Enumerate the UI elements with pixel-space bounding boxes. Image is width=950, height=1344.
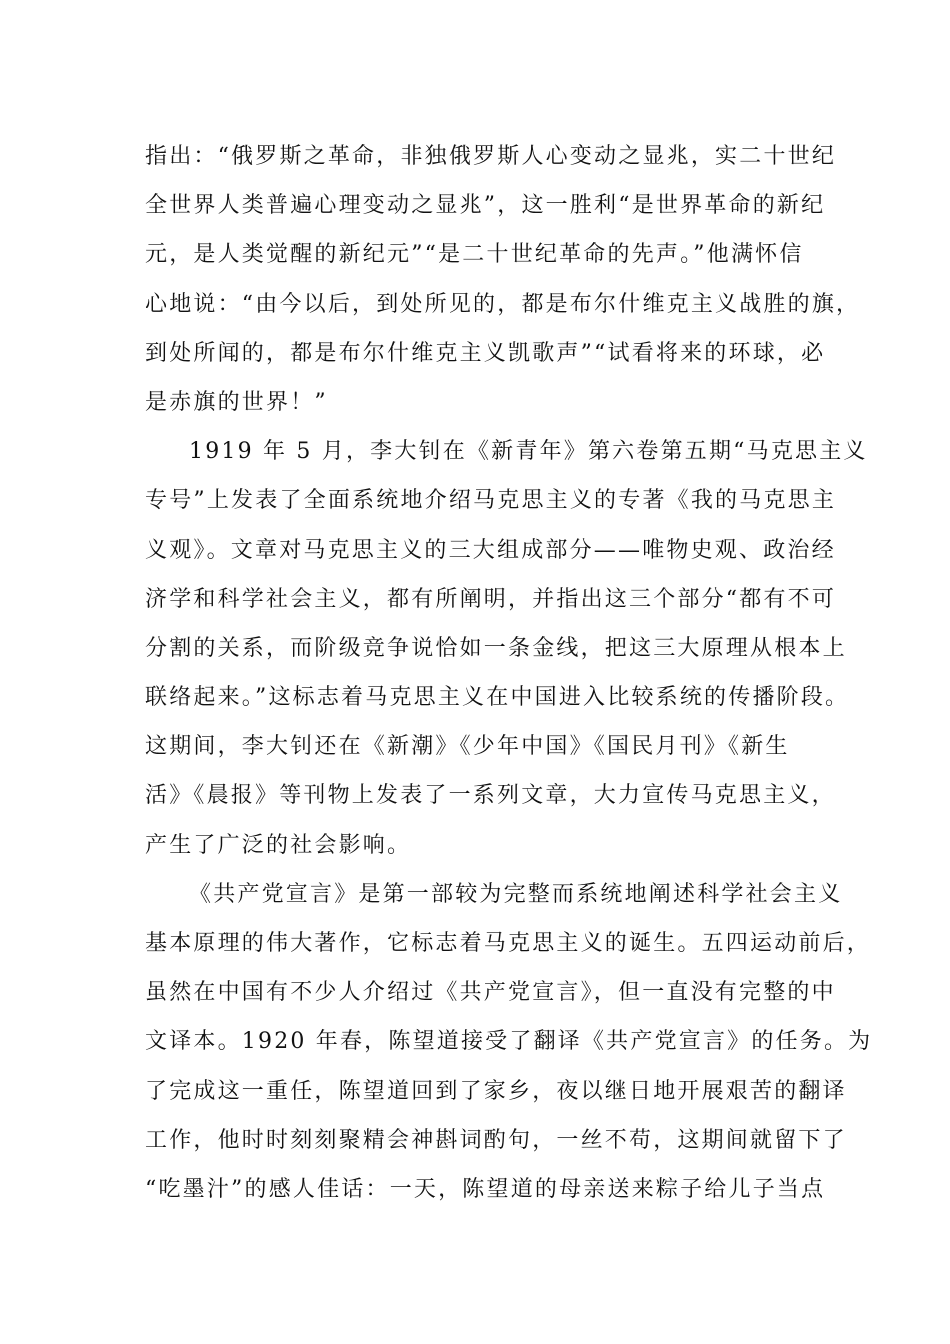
paragraph-2-line-3: 义观》。文章对马克思主义的三大组成部分——唯物史观、政治经 <box>145 537 836 563</box>
paragraph-3-line-6: 工作，他时时刻刻聚精会神斟词酌句，一丝不苟，这期间就留下了 <box>145 1127 847 1153</box>
paragraph-1-line-4: 心地说：“由今以后，到处所见的，都是布尔什维克主义战胜的旗， <box>145 291 861 317</box>
paragraph-1-line-1: 指出：“俄罗斯之革命，非独俄罗斯人心变动之显兆，实二十世纪 <box>145 144 837 169</box>
paragraph-3-line-3: 虽然在中国有不少人介绍过《共产党宣言》，但一直没有完整的中 <box>145 980 836 1006</box>
paragraph-3-line-1: 《共产党宣言》是第一部较为完整而系统地阐述科学社会主义 <box>189 881 843 907</box>
paragraph-3-line-4: 文译本。1920 年春，陈望道接受了翻译《共产党宣言》的任务。为 <box>145 1029 873 1055</box>
paragraph-1-line-5: 到处所闻的，都是布尔什维克主义凯歌声”“试看将来的环球，必 <box>145 340 826 366</box>
paragraph-1-line-6: 是赤旗的世界！” <box>145 389 328 415</box>
paragraph-2-line-9: 产生了广泛的社会影响。 <box>145 832 412 858</box>
paragraph-2-line-4: 济学和科学社会主义，都有所阐明，并指出这三个部分“都有不可 <box>145 586 837 612</box>
paragraph-2-line-5: 分割的关系，而阶级竞争说恰如一条金线，把这三大原理从根本上 <box>145 635 847 661</box>
paragraph-3-line-7: “吃墨汁”的感人佳话：一天，陈望道的母亲送来粽子给儿子当点 <box>145 1176 826 1202</box>
paragraph-3-line-5: 了完成这一重任，陈望道回到了家乡，夜以继日地开展艰苦的翻译 <box>145 1078 847 1104</box>
paragraph-1-line-3: 元，是人类觉醒的新纪元”“是二十世纪革命的先声。”他满怀信 <box>145 242 804 268</box>
paragraph-2-line-8: 活》《晨报》等刊物上发表了一系列文章，大力宣传马克思主义， <box>145 783 836 809</box>
paragraph-1-line-2: 全世界人类普遍心理变动之显兆”，这一胜利“是世界革命的新纪 <box>145 193 826 219</box>
paragraph-2-line-1: 1919 年 5 月，李大钊在《新青年》第六卷第五期“马克思主义 <box>189 439 868 465</box>
paragraph-2-line-2: 专号”上发表了全面系统地介绍马克思主义的专著《我的马克思主 <box>145 488 837 514</box>
paragraph-2-line-7: 这期间，李大钊还在《新潮》《少年中国》《国民月刊》《新生 <box>145 734 790 760</box>
paragraph-3-line-2: 基本原理的伟大著作，它标志着马克思主义的诞生。五四运动前后， <box>145 931 872 956</box>
paragraph-2-line-6: 联络起来。”这标志着马克思主义在中国进入比较系统的传播阶段。 <box>145 685 850 711</box>
document-body <box>145 132 873 1214</box>
